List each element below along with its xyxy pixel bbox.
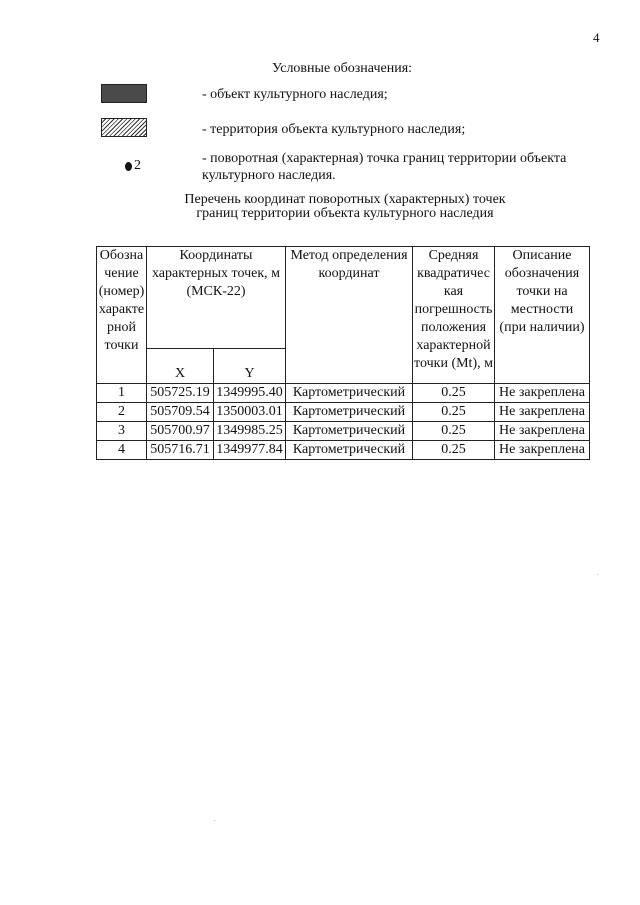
header-x: X — [147, 348, 214, 383]
header-coordinates: Координаты характерных точек, м (МСК-22) — [147, 247, 286, 349]
scan-speck — [214, 820, 215, 821]
cell-n: 2 — [97, 403, 147, 422]
table-header-row — [97, 247, 590, 349]
cell-method: Картометрический — [286, 422, 413, 441]
legend-title: Условные обозначения: — [272, 61, 413, 76]
header-method: Метод определения координат — [286, 247, 413, 384]
cell-n: 4 — [97, 441, 147, 460]
coordinates-table — [96, 246, 590, 460]
table-row — [97, 384, 590, 403]
cell-x: 505709.54 — [147, 403, 214, 422]
header-description: Описание обозначения точки на местности (при наличии) — [495, 247, 590, 384]
point-dot-icon — [125, 162, 132, 171]
legend-item-object: - объект культурного наследия; — [202, 87, 388, 102]
header-designation: Обозна чение (номер) характе рной точки — [97, 247, 147, 384]
turning-point-marker — [125, 158, 141, 174]
cell-description: Не закреплена — [495, 441, 590, 460]
cell-error: 0.25 — [413, 403, 495, 422]
cell-description: Не закреплена — [495, 384, 590, 403]
list-title-line1: Перечень координат поворотных (характерных) точек — [184, 192, 506, 207]
cell-description: Не закреплена — [495, 403, 590, 422]
cell-n: 3 — [97, 422, 147, 441]
territory-hatch-swatch-icon — [101, 118, 147, 137]
page-number: 4 — [593, 30, 600, 45]
cell-y: 1349995.40 — [214, 384, 286, 403]
cell-error: 0.25 — [413, 384, 495, 403]
table-row — [97, 441, 590, 460]
cell-method: Картометрический — [286, 384, 413, 403]
table-row — [97, 403, 590, 422]
point-marker-label: 2 — [134, 158, 141, 173]
header-error: Средняя квадратичес кая погрешность положения характерной точки (Mt), м — [413, 247, 495, 384]
cell-n: 1 — [97, 384, 147, 403]
cultural-object-swatch-icon — [101, 84, 147, 103]
table-row — [97, 422, 590, 441]
cell-method: Картометрический — [286, 403, 413, 422]
scan-speck — [597, 574, 598, 575]
legend-item-territory: - территория объекта культурного наследия; — [202, 122, 466, 137]
cell-error: 0.25 — [413, 422, 495, 441]
cell-description: Не закреплена — [495, 422, 590, 441]
header-y: Y — [214, 348, 286, 383]
cell-y: 1349985.25 — [214, 422, 286, 441]
cell-method: Картометрический — [286, 441, 413, 460]
list-title-line2: границ территории объекта культурного наследия — [196, 206, 494, 221]
cell-error: 0.25 — [413, 441, 495, 460]
cell-x: 505700.97 — [147, 422, 214, 441]
legend-item-turning-point: - поворотная (характерная) точка границ территории объекта культурного наследия. — [202, 151, 567, 183]
cell-x: 505725.19 — [147, 384, 214, 403]
cell-y: 1349977.84 — [214, 441, 286, 460]
cell-x: 505716.71 — [147, 441, 214, 460]
coordinates-list-title — [0, 193, 640, 221]
cell-y: 1350003.01 — [214, 403, 286, 422]
